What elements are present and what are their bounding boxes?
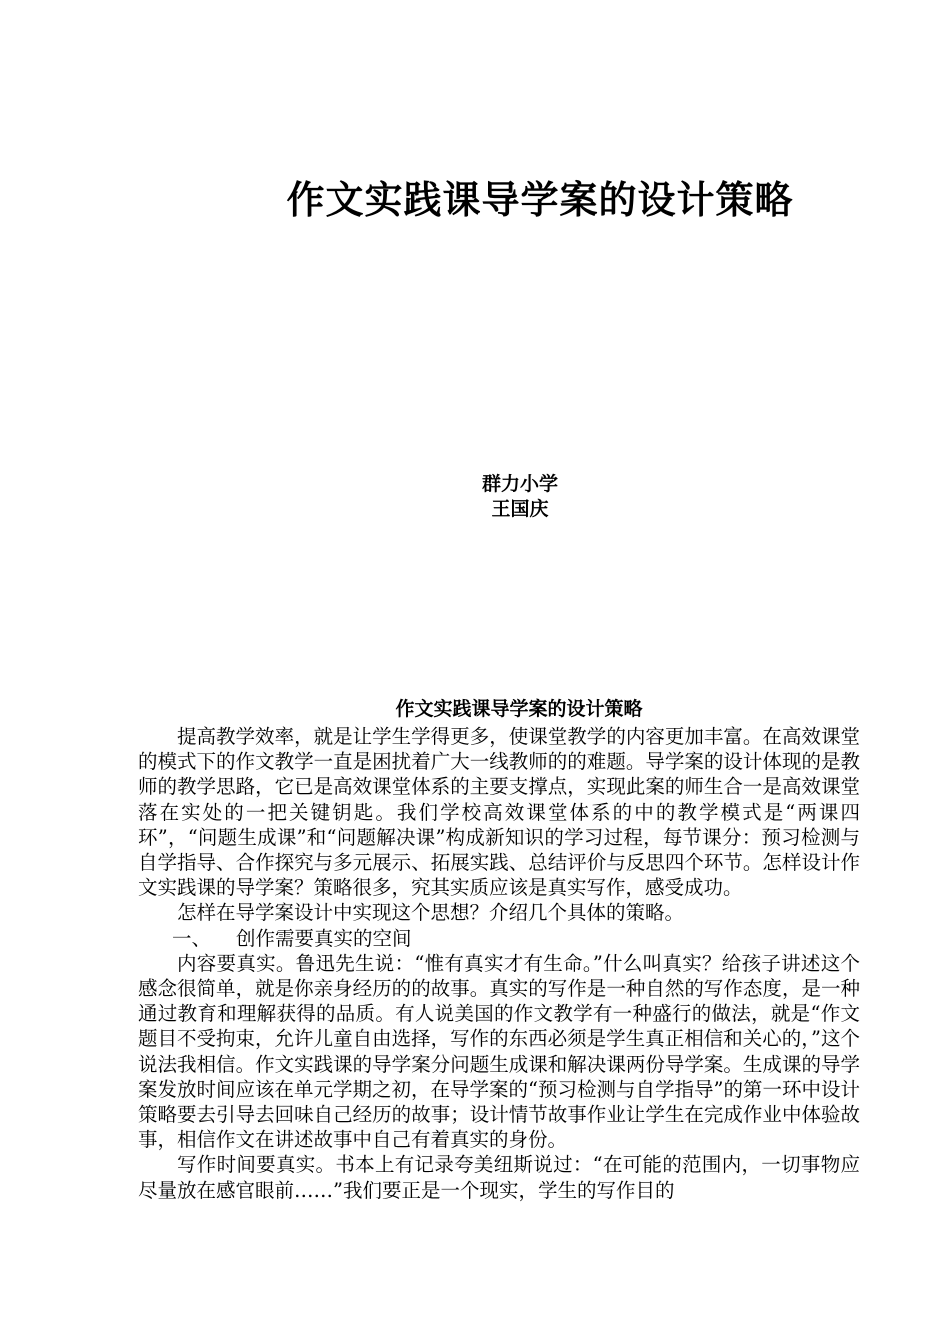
cover-title: 作文实践课导学案的设计策略 — [286, 178, 794, 222]
author-name: 王国庆 — [491, 498, 549, 520]
section-number: 一、 — [172, 926, 212, 950]
article-body — [138, 696, 860, 1203]
section-heading — [138, 926, 860, 951]
section-heading-text: 创作需要真实的空间 — [236, 926, 412, 950]
author-block — [0, 472, 950, 522]
paragraph: 怎样在导学案设计中实现这个思想？介绍几个具体的策略。 — [177, 901, 685, 925]
school-name: 群力小学 — [481, 473, 558, 495]
article-title: 作文实践课导学案的设计策略 — [395, 698, 643, 720]
paragraph: 内容要真实。鲁迅先生说：“惟有真实才有生命。”什么叫真实？给孩子讲述这个感念很简单，就是你亲身经历的的故事。真实的写作是一种自然的写作态度，是一种通过教育和理解获得的品质。有人说美国的作文教学有一种盛行的做法，就是“作文题目不受拘束，允许儿童自由选择，写作的东西必须是学生真正相信和关心的，”这个说法我相信。作文实践课的导学案分问题生成课和解决课两份导学案。生成课的导学案发放时间应该在单元学期之初，在导学案的“预习检测与自学指导”的第一环中设计策略要去引导去回味自己经历的故事；设计情节故事作业让学生在完成作业中体验故事，相信作文在讲述故事中自己有着真实的身份。 — [138, 951, 860, 1152]
paragraph: 写作时间要真实。书本上有记录夸美纽斯说过：“在可能的范围内，一切事物应尽量放在感官眼前……”我们要正是一个现实，学生的写作目的 — [138, 1153, 860, 1202]
paragraph: 提高教学效率，就是让学生学得更多，使课堂教学的内容更加丰富。在高效课堂的模式下的作文教学一直是困扰着广大一线教师的的难题。导学案的设计体现的是教师的教学思路，它已是高效课堂体系的主要支撑点，实现此案的师生合一是高效课堂落在实处的一把关键钥匙。我们学校高效课堂体系的中的教学模式是“两课四环”，“问题生成课”和“问题解决课”构成新知识的学习过程，每节课分：预习检测与自学指导、合作探究与多元展示、拓展实践、总结评价与反思四个环节。怎样设计作文实践课的导学案？策略很多，究其实质应该是真实写作，感受成功。 — [138, 725, 860, 900]
